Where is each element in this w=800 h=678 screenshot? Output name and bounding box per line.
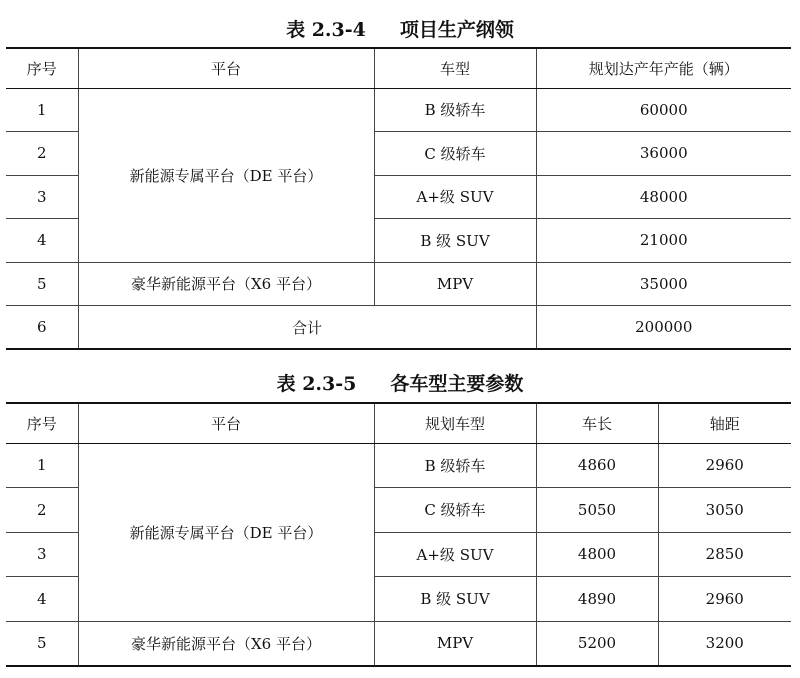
row-number: 3: [6, 532, 78, 577]
header-cell: 车型: [374, 48, 536, 88]
header-cell: 规划达产年产能（辆）: [536, 48, 791, 88]
table1-caption-title: 项目生产纲领: [399, 19, 514, 41]
total-row: [6, 306, 791, 350]
table2-caption-number: 表 2.3-5: [276, 373, 357, 395]
header-cell: 规划车型: [374, 403, 536, 443]
table2-caption-title: 各车型主要参数: [390, 373, 524, 395]
total-label: 合计: [78, 306, 536, 350]
length-cell: 4860: [536, 443, 658, 488]
length-cell: 4800: [536, 532, 658, 577]
length-cell: 5200: [536, 621, 658, 666]
vehicle-parameters-table: [6, 402, 791, 667]
table-header-row: [6, 48, 791, 88]
model-cell: C 级轿车: [374, 132, 536, 176]
table-row: [6, 443, 791, 488]
capacity-cell: 35000: [536, 262, 791, 306]
header-cell: 车长: [536, 403, 658, 443]
model-cell: A+级 SUV: [374, 532, 536, 577]
capacity-cell: 48000: [536, 175, 791, 219]
platform-cell: 豪华新能源平台（X6 平台）: [78, 621, 374, 666]
header-cell: 轴距: [658, 403, 791, 443]
row-number: 5: [6, 621, 78, 666]
table-row: [6, 88, 791, 132]
row-number: 1: [6, 88, 78, 132]
wheelbase-cell: 3050: [658, 488, 791, 533]
total-capacity: 200000: [536, 306, 791, 350]
production-program-table: [6, 47, 791, 350]
table1-caption: [0, 18, 800, 42]
row-number: 4: [6, 219, 78, 263]
table1-caption-number: 表 2.3-4: [286, 19, 366, 41]
wheelbase-cell: 2850: [658, 532, 791, 577]
row-number: 6: [6, 306, 78, 350]
wheelbase-cell: 2960: [658, 443, 791, 488]
platform-cell: 新能源专属平台（DE 平台）: [78, 443, 374, 621]
wheelbase-cell: 2960: [658, 577, 791, 622]
row-number: 3: [6, 175, 78, 219]
model-cell: B 级 SUV: [374, 577, 536, 622]
capacity-cell: 36000: [536, 132, 791, 176]
platform-cell: 新能源专属平台（DE 平台）: [78, 88, 374, 262]
table2-caption: [0, 372, 800, 396]
table-row: [6, 621, 791, 666]
table-row: [6, 262, 791, 306]
row-number: 2: [6, 132, 78, 176]
model-cell: B 级轿车: [374, 443, 536, 488]
row-number: 2: [6, 488, 78, 533]
capacity-cell: 21000: [536, 219, 791, 263]
model-cell: B 级 SUV: [374, 219, 536, 263]
platform-cell: 豪华新能源平台（X6 平台）: [78, 262, 374, 306]
model-cell: MPV: [374, 262, 536, 306]
row-number: 5: [6, 262, 78, 306]
header-cell: 平台: [78, 403, 374, 443]
model-cell: B 级轿车: [374, 88, 536, 132]
model-cell: MPV: [374, 621, 536, 666]
capacity-cell: 60000: [536, 88, 791, 132]
header-cell: 序号: [6, 403, 78, 443]
header-cell: 序号: [6, 48, 78, 88]
model-cell: C 级轿车: [374, 488, 536, 533]
length-cell: 5050: [536, 488, 658, 533]
wheelbase-cell: 3200: [658, 621, 791, 666]
header-cell: 平台: [78, 48, 374, 88]
model-cell: A+级 SUV: [374, 175, 536, 219]
table-header-row: [6, 403, 791, 443]
row-number: 1: [6, 443, 78, 488]
length-cell: 4890: [536, 577, 658, 622]
row-number: 4: [6, 577, 78, 622]
